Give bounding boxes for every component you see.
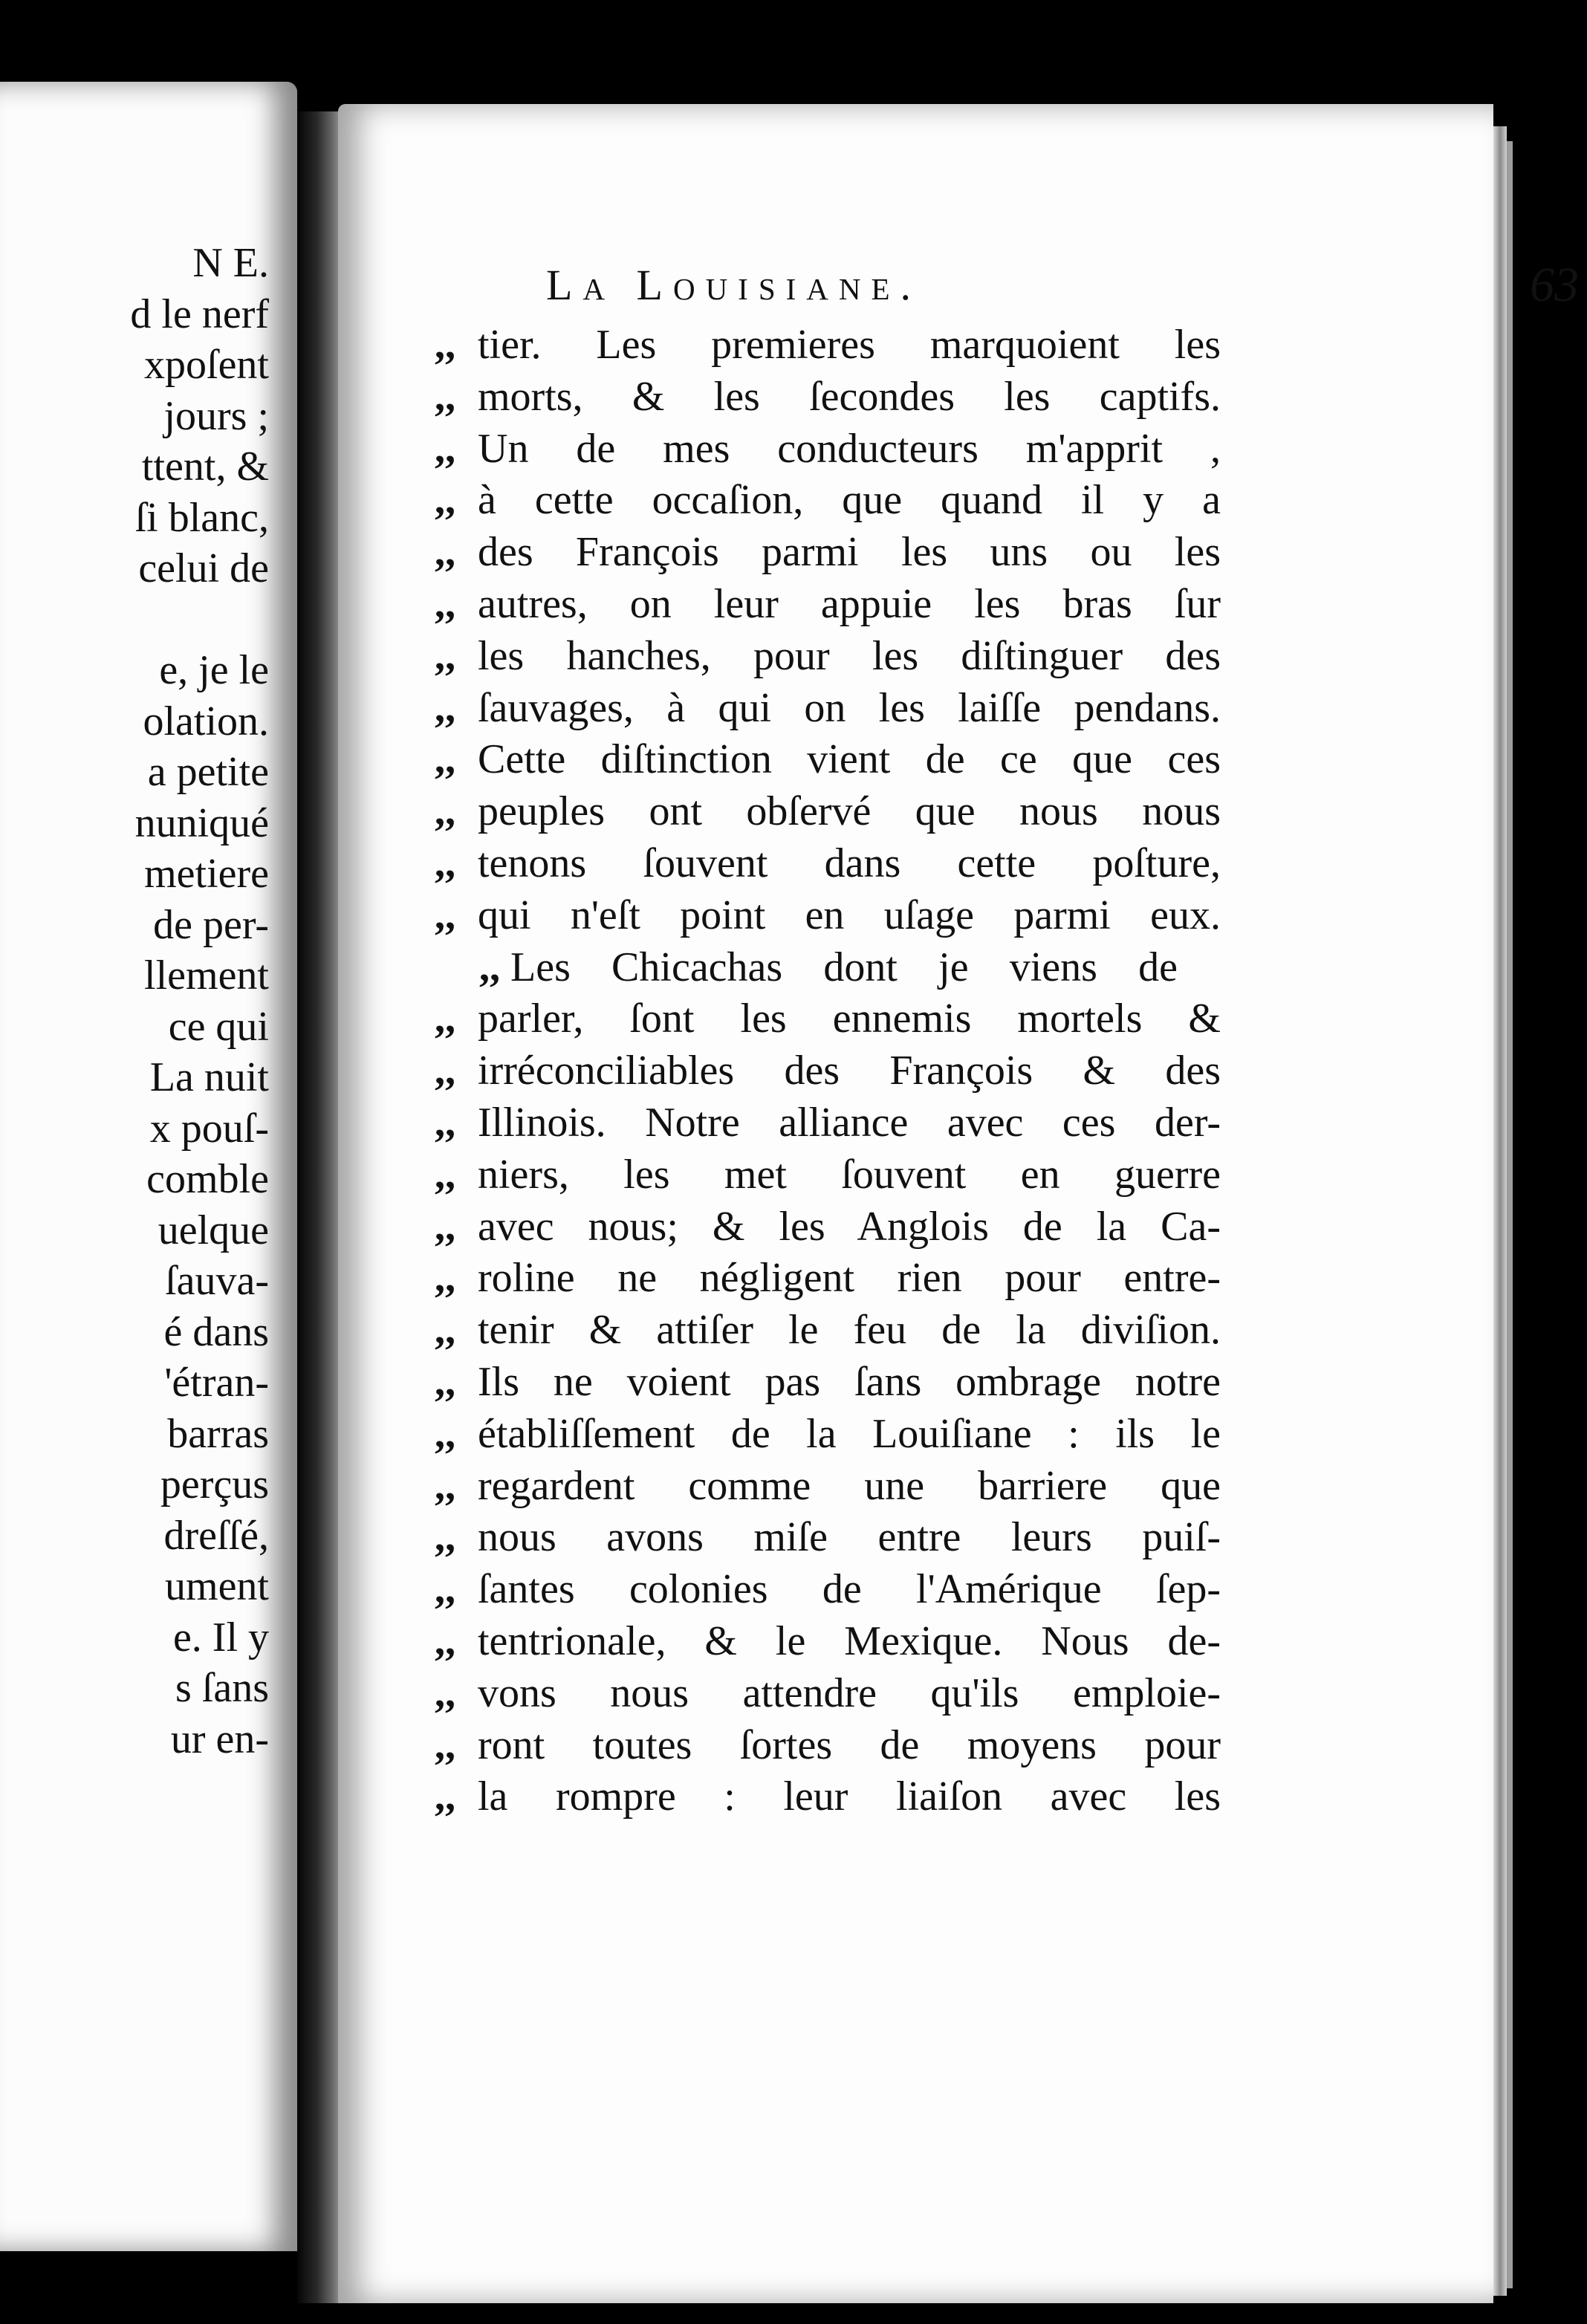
left-page-line: x pouſ-: [149, 1105, 269, 1152]
quotation-mark: ,,: [435, 1203, 455, 1250]
left-page-line: ſauva-: [165, 1258, 269, 1304]
page-body-text: [435, 319, 1583, 1823]
left-page-line: La nuit: [149, 1054, 269, 1100]
left-page-line: ttent, &: [141, 444, 269, 490]
left-facing-page: [0, 82, 297, 2251]
quotation-mark: ,,: [435, 477, 455, 524]
text-line: [435, 527, 1583, 579]
line-text: Cette diſtinction vient de ce que ces: [478, 736, 1221, 783]
left-page-line: e, je le: [159, 647, 269, 693]
quotation-mark: ,,: [435, 425, 455, 472]
quotation-mark: ,,: [435, 684, 455, 731]
line-text: qui n'eſt point en uſage parmi eux.: [478, 892, 1221, 938]
line-text: niers, les met ſouvent en guerre: [478, 1151, 1221, 1198]
text-line: [435, 1720, 1583, 1772]
text-line: [435, 786, 1583, 838]
text-line: [435, 1201, 1583, 1253]
line-text: morts, & les ſecondes les captifs.: [478, 373, 1221, 420]
quotation-mark: ,,: [435, 1358, 455, 1405]
line-text: vons nous attendre qu'ils emploie-: [478, 1669, 1221, 1716]
left-page-line: uelque: [158, 1207, 269, 1253]
text-line: [435, 942, 1583, 994]
quotation-mark: ,,: [435, 1410, 455, 1457]
left-page-line: ce qui: [168, 1003, 269, 1050]
quotation-mark: ,,: [479, 944, 500, 990]
line-text: Un de mes conducteurs m'apprit ,: [478, 425, 1221, 472]
left-page-line: ument: [165, 1563, 269, 1609]
quotation-mark: ,,: [435, 632, 455, 679]
quotation-mark: ,,: [435, 1669, 455, 1716]
line-text: les hanches, pour les diſtinguer des: [478, 632, 1221, 679]
quotation-mark: ,,: [435, 1462, 455, 1509]
quotation-mark: ,,: [435, 996, 455, 1042]
text-line: [435, 1149, 1583, 1201]
left-page-line: 'étran-: [164, 1360, 269, 1406]
text-line: [435, 475, 1583, 527]
left-page-line: comble: [146, 1156, 269, 1202]
running-title: La Louisiane.: [546, 261, 922, 309]
left-page-line: [130, 594, 269, 646]
left-page-line: jours ;: [163, 392, 269, 439]
quotation-mark: ,,: [435, 373, 455, 420]
text-line: [435, 683, 1583, 735]
quotation-mark: ,,: [435, 1514, 455, 1561]
line-text: tier. Les premieres marquoient les: [478, 322, 1221, 368]
quotation-mark: ,,: [435, 892, 455, 938]
line-text: Ils ne voient pas ſans ombrage notre: [478, 1358, 1221, 1405]
text-line: [435, 319, 1583, 371]
line-text: peuples ont obſervé que nous nous: [478, 788, 1221, 835]
text-line: [435, 1045, 1583, 1097]
line-text: ſauvages, à qui on les laiſſe pendans.: [478, 684, 1221, 731]
text-line: [435, 1564, 1583, 1616]
left-page-line: perçus: [160, 1461, 269, 1507]
left-page-line: nuniqué: [134, 799, 269, 846]
quotation-mark: ,,: [435, 840, 455, 886]
quotation-mark: ,,: [435, 529, 455, 576]
text-line: [435, 1357, 1583, 1409]
text-line: [435, 423, 1583, 475]
line-text: tenons ſouvent dans cette poſture,: [478, 840, 1221, 886]
text-line: [435, 371, 1583, 423]
line-text: tenir & attiſer le feu de la diviſion.: [478, 1307, 1221, 1354]
line-text: établiſſement de la Louiſiane : ils le: [478, 1410, 1221, 1457]
left-page-line: llement: [144, 952, 269, 999]
text-line: [435, 631, 1583, 683]
line-text: roline ne négligent rien pour entre-: [478, 1255, 1221, 1302]
quotation-mark: ,,: [435, 1151, 455, 1198]
left-page-line: d le nerf: [130, 290, 269, 337]
line-text: ſantes colonies de l'Amérique ſep-: [478, 1566, 1221, 1613]
quotation-mark: ,,: [435, 736, 455, 783]
line-text: irréconciliables des François & des: [478, 1048, 1221, 1094]
quotation-mark: ,,: [435, 1566, 455, 1613]
quotation-mark: ,,: [435, 1721, 455, 1768]
left-page-line: ſi blanc,: [134, 494, 269, 541]
left-page-line: a petite: [147, 749, 269, 795]
text-line: [435, 1771, 1583, 1823]
text-line: [435, 838, 1583, 890]
text-line: [435, 1461, 1583, 1513]
line-text: tentrionale, & le Mexique. Nous de-: [478, 1617, 1221, 1664]
line-text: Les Chicachas dont je viens de: [510, 944, 1178, 990]
text-line: [435, 579, 1583, 631]
text-line: [435, 1512, 1583, 1564]
quotation-mark: ,,: [435, 580, 455, 627]
left-page-line: de per-: [153, 901, 269, 948]
line-text: Illinois. Notre alliance avec ces der-: [478, 1099, 1221, 1146]
book-gutter: [297, 111, 342, 2303]
quotation-mark: ,,: [435, 322, 455, 368]
text-line: [435, 1097, 1583, 1149]
left-page-line: barras: [167, 1410, 269, 1457]
quotation-mark: ,,: [435, 1048, 455, 1094]
left-page-line: celui de: [138, 545, 269, 591]
page-edge: [1493, 126, 1507, 2296]
left-page-line: s ſans: [175, 1665, 269, 1711]
text-line: [435, 1409, 1583, 1461]
left-page-text: [130, 238, 269, 1765]
running-head: [546, 253, 1579, 319]
left-page-line: xpoſent: [144, 342, 269, 388]
line-text: à cette occaſion, que quand il y a: [478, 477, 1221, 524]
quotation-mark: ,,: [435, 1773, 455, 1820]
quotation-mark: ,,: [435, 1617, 455, 1664]
text-line: [435, 1305, 1583, 1357]
left-page-line: é dans: [163, 1308, 269, 1355]
left-page-line: e. Il y: [172, 1614, 269, 1661]
left-page-line: ur en-: [170, 1716, 269, 1762]
left-page-line: dreſſé,: [163, 1512, 269, 1559]
line-text: avec nous; & les Anglois de la Ca-: [478, 1203, 1221, 1250]
line-text: nous avons miſe entre leurs puiſ-: [478, 1514, 1221, 1561]
quotation-mark: ,,: [435, 1099, 455, 1146]
page-edge-shadow: [1507, 141, 1513, 2288]
left-page-line: metiere: [144, 851, 269, 897]
page-number: 63: [1530, 258, 1579, 312]
line-text: parler, ſont les ennemis mortels &: [478, 996, 1221, 1042]
quotation-mark: ,,: [435, 1255, 455, 1302]
text-line: [435, 1616, 1583, 1668]
line-text: ront toutes ſortes de moyens pour: [478, 1721, 1221, 1768]
right-page: [338, 104, 1579, 2303]
quotation-mark: ,,: [435, 1307, 455, 1354]
text-line: [435, 1253, 1583, 1305]
left-page-line: olation.: [143, 698, 269, 744]
text-line: [435, 890, 1583, 942]
text-line: [435, 1668, 1583, 1720]
line-text: des François parmi les uns ou les: [478, 529, 1221, 576]
text-line: [435, 734, 1583, 786]
quotation-mark: ,,: [435, 788, 455, 835]
line-text: regardent comme une barriere que: [478, 1462, 1221, 1509]
left-page-line: N E.: [192, 240, 269, 286]
line-text: la rompre : leur liaiſon avec les: [478, 1773, 1221, 1820]
line-text: autres, on leur appuie les bras ſur: [478, 580, 1221, 627]
text-line: [435, 993, 1583, 1045]
